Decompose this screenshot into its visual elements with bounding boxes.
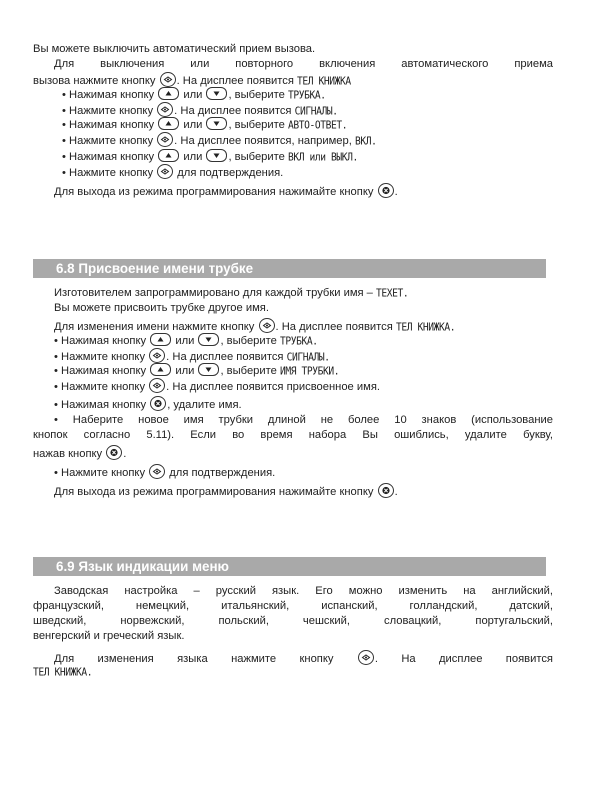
text: Для изменения языка нажмите кнопку <box>54 653 334 665</box>
text: • Нажмите кнопку <box>62 167 154 179</box>
text: или <box>183 119 203 131</box>
paragraph-line: Вы можете присвоить трубке другое имя. <box>54 302 269 314</box>
paragraph-line: Вы можете выключить автоматический прием вызова. <box>33 43 316 55</box>
exit-instruction <box>33 483 553 498</box>
text: , выберите <box>228 151 285 163</box>
paragraph-line <box>33 318 553 333</box>
text: . <box>394 186 398 198</box>
bullet-item <box>33 396 553 411</box>
section-title: 6.8 Присвоение имени трубке <box>56 261 254 276</box>
bullet-item <box>33 333 553 348</box>
menu-ok-button-icon <box>157 132 173 147</box>
text: • Нажимая кнопку <box>62 89 155 101</box>
text: , выберите <box>228 119 285 131</box>
paragraph-line <box>33 72 553 87</box>
paragraph-line: кнопок согласно 5.11). Если во время набора Вы ошиблись, удалите букву, <box>33 429 553 441</box>
bullet-item <box>33 363 553 378</box>
text: или <box>175 365 195 377</box>
display-text: ВКЛ или ВЫКЛ. <box>287 151 358 164</box>
text: • Нажмите кнопку <box>54 381 146 393</box>
display-text: ВКЛ. <box>354 135 377 147</box>
bullet-item <box>33 164 553 179</box>
display-text: ТРУБКА. <box>287 89 326 102</box>
down-arrow-button-icon <box>198 333 219 346</box>
display-text: АВТО-ОТВЕТ. <box>287 119 348 132</box>
section-heading-bar <box>33 557 546 576</box>
bullet-item <box>33 378 553 393</box>
paragraph-line <box>33 650 553 665</box>
text: • Нажимая кнопку <box>54 365 147 377</box>
display-text: ТРУБКА. <box>279 335 318 348</box>
bullet-item: • Наберите новое имя трубки длиной не более 10 знаков (использование <box>54 414 553 426</box>
text: • Нажимая кнопку <box>54 335 147 347</box>
text: для подтверждения. <box>169 467 276 479</box>
menu-ok-button-icon <box>160 72 176 87</box>
text: , выберите <box>228 89 285 101</box>
text: или <box>175 335 195 347</box>
text: Для выхода из режима программирования нажимайте кнопку <box>54 486 374 498</box>
text: Для изменения имени нажмите кнопку <box>54 321 255 333</box>
text: вызова нажмите кнопку <box>33 75 156 87</box>
paragraph-line: Заводская настройка – русский язык. Его можно изменить на английский, <box>54 585 553 597</box>
bullet-item <box>33 464 553 479</box>
text: Изготовителем запрограммировано для каждой трубки имя – <box>54 287 373 299</box>
bullet-item <box>33 132 553 147</box>
text: , удалите имя. <box>167 399 242 411</box>
display-text: ТЕЛ КНИЖКА. <box>395 321 456 333</box>
display-text: СИГНАЛЫ. <box>286 351 330 363</box>
text: . На дисплее появится <box>275 321 393 333</box>
menu-language-section <box>33 584 553 680</box>
text: • Нажмите кнопку <box>62 135 154 147</box>
section-heading-bar <box>33 259 546 278</box>
text: . На дисплее появится <box>176 75 294 87</box>
bullet-item <box>33 87 553 102</box>
paragraph-line <box>33 665 553 680</box>
paragraph-line <box>33 445 553 460</box>
menu-ok-button-icon <box>358 650 374 665</box>
down-arrow-button-icon <box>206 149 227 162</box>
text: . <box>394 486 398 498</box>
menu-ok-button-icon <box>259 318 275 333</box>
text: или <box>183 151 203 163</box>
menu-ok-button-icon <box>157 102 173 117</box>
text: нажав кнопку <box>33 448 103 460</box>
text: . На дисплее появится <box>374 653 553 665</box>
up-arrow-button-icon <box>158 117 179 130</box>
bullet-item <box>33 149 553 164</box>
up-arrow-button-icon <box>158 149 179 162</box>
handset-name-section <box>33 286 553 498</box>
paragraph-line: Для выключения или повторного включения автоматического приема <box>54 58 553 70</box>
section-title: 6.9 Язык индикации меню <box>56 559 229 574</box>
text: . На дисплее появится, например, <box>174 135 352 147</box>
up-arrow-button-icon <box>158 87 179 100</box>
text: . На дисплее появится присвоенное имя. <box>166 381 380 393</box>
down-arrow-button-icon <box>206 117 227 130</box>
text: . На дисплее появится <box>174 105 292 117</box>
menu-ok-button-icon <box>149 348 165 363</box>
menu-ok-button-icon <box>157 164 173 179</box>
text: • Нажмите кнопку <box>54 467 146 479</box>
text: • Нажимая кнопку <box>62 119 155 131</box>
paragraph-line: шведский, норвежский, польский, чешский, словацкий, португальский, <box>33 615 553 627</box>
up-arrow-button-icon <box>150 333 171 346</box>
down-arrow-button-icon <box>198 363 219 376</box>
text: . На дисплее появится <box>166 351 284 363</box>
bullet-item <box>33 102 553 117</box>
display-text: ИМЯ ТРУБКИ. <box>279 365 340 378</box>
cancel-clear-button-icon <box>378 183 394 198</box>
text: или <box>183 89 203 101</box>
bullet-item <box>33 117 553 132</box>
text: • Нажмите кнопку <box>54 351 146 363</box>
text: для подтверждения. <box>177 167 284 179</box>
text: • Нажмите кнопку <box>62 105 154 117</box>
down-arrow-button-icon <box>206 87 227 100</box>
display-text: ТЕЛ КНИЖКА <box>297 75 351 87</box>
exit-instruction <box>33 183 553 198</box>
text: , выберите <box>220 365 277 377</box>
menu-ok-button-icon <box>149 378 165 393</box>
display-text: СИГНАЛЫ. <box>294 105 338 117</box>
bullet-item <box>33 348 553 363</box>
text: • Нажимая кнопку <box>62 151 155 163</box>
text: Для выхода из режима программирования нажимайте кнопку <box>54 186 374 198</box>
text: . <box>123 448 127 460</box>
display-text: TEXET. <box>376 287 409 300</box>
text: • Нажимая кнопку <box>54 399 147 411</box>
up-arrow-button-icon <box>150 363 171 376</box>
display-text: ТЕЛ КНИЖКА. <box>33 666 93 679</box>
menu-ok-button-icon <box>149 464 165 479</box>
paragraph-line <box>33 286 553 301</box>
cancel-clear-button-icon <box>378 483 394 498</box>
text: , выберите <box>220 335 277 347</box>
paragraph-line: венгерский и греческий язык. <box>33 630 185 642</box>
cancel-clear-button-icon <box>106 445 122 460</box>
paragraph-line: французский, немецкий, итальянский, испанский, голландский, датский, <box>33 600 553 612</box>
cancel-clear-button-icon <box>150 396 166 411</box>
auto-answer-section <box>33 42 553 198</box>
